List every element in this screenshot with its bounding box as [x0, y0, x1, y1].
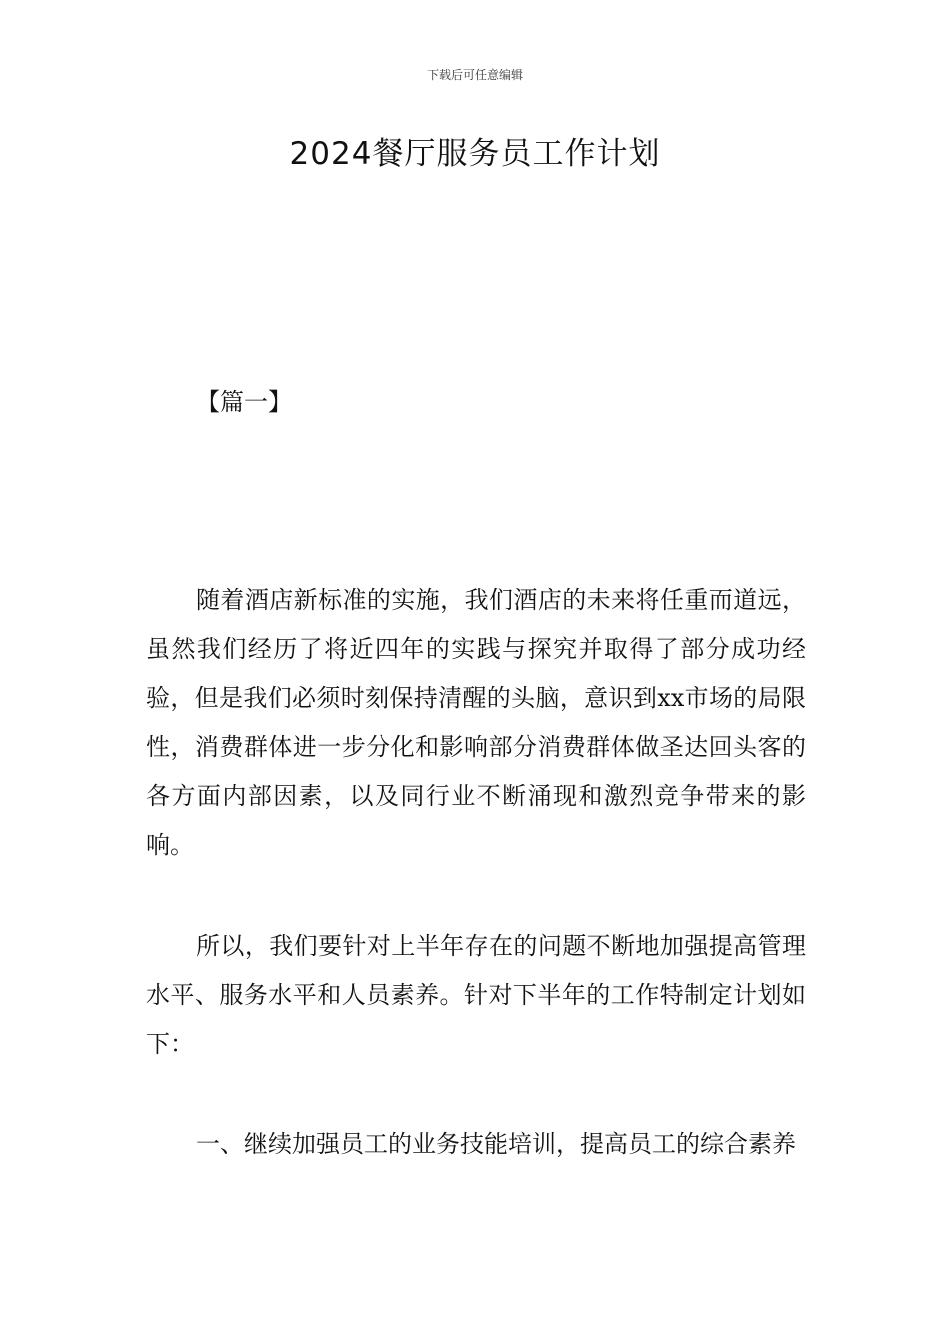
paragraph-item-one: 一、继续加强员工的业务技能培训，提高员工的综合素养 — [196, 1130, 796, 1158]
paragraph-plan-intro: 所以，我们要针对上半年存在的问题不断地加强提高管理水平、服务水平和人员素养。针对下半年的工作特制定计划如下： — [146, 932, 806, 1058]
document-title: 2024餐厅服务员工作计划 — [289, 136, 661, 172]
section-label: 【篇一】 — [196, 388, 292, 416]
header-note: 下载后可任意编辑 — [426, 68, 523, 82]
paragraph-intro: 随着酒店新标准的实施，我们酒店的未来将任重而道远，虽然我们经历了将近四年的实践与探究并取得了部分成功经验，但是我们必须时刻保持清醒的头脑，意识到xx市场的局限性，消费群体进一步分化和影响部分消费群体做圣达回头客的各方面内部因素，以及同行业不断涌现和激烈竞争带来的影响。 — [146, 586, 806, 859]
